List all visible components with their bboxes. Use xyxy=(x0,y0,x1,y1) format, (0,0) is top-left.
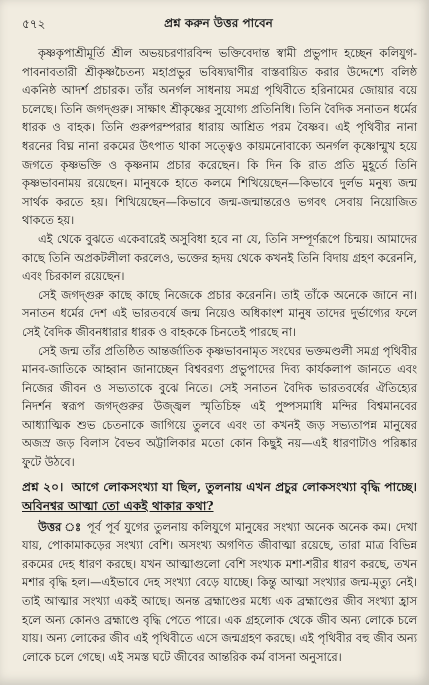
answer-text: পূর্ব পূর্ব যুগের তুলনায় কলিযুগে মানুষের সংখ্যা অনেক অনেক কম। দেখা যায়, পোকামাকড়ের সংখ্যা বেশি। অসংখ্য অগণিত জীবাত্মা রয়েছে, তারা মাত্র বিভিন্ন রকমের দেহ ধারণ করছে। যখন আত্মাগুলো বেশি সংখ্যক মশা-শরীর ধারণ করছে, তখন মশার বৃদ্ধি হল।—এইভাবে দেহ সংখ্যা বেড়ে যাচ্ছে। কিন্তু আত্মা সংখ্যার জন্ম-মৃত্যু নেই। তাই আত্মার সংখ্যা একই আছে। অনন্ত ব্রহ্মাণ্ডের মধ্যে এক ব্রহ্মাণ্ডের জীব সংখ্যা হ্রাস হলে অন্য কোনও ব্রহ্মাণ্ডে বৃদ্ধি পেতে পারে। এক গ্রহলোক থেকে জীব অন্য লোকে চলে যায়। অন্য লোকের জীব এই পৃথিবীতে এসে জন্মগ্রহণ করছে। এই পৃথিবীর বহু জীব অন্য লোকে চলে গেছে। এই সমস্ত ঘটে জীবের আন্তরিক কর্ম বাসনা অনুসারে। xyxy=(22,519,417,664)
question-text-underlined: অবিনশ্বর আত্মা তো একই থাকার কথা? xyxy=(22,498,214,513)
paragraph: কৃষ্ণকৃপাশ্রীমূর্তি শ্রীল অভয়চরণারবিন্দ ভক্তিবেদান্ত স্বামী প্রভুপাদ হচ্ছেন কলিযুগ-পাবনাবতারী শ্রীকৃষ্ণচৈতন্য মহাপ্রভুর ভবিষ্যদ্বাণীর বাস্তবায়িত করার উদ্দেশ্যে বলিষ্ঠ একনিষ্ঠ আদর্শ প্রচারক। তাঁর অনর্গল সাধনায় সমগ্র পৃথিবীতে হরিনামের জোয়ার বয়ে চলেছে। তিনি জগদ্গুরু। সাক্ষাৎ শ্রীকৃষ্ণের সুযোগ্য প্রতিনিধি। তিনি বৈদিক সনাতন ধর্মের ধারক ও বাহক। তিনি গুরুপরম্পরার ধারায় আশ্রিত পরম বৈষ্ণব। এই পৃথিবীর নানা ধরনের বিঘ্ন নানা রকমের উৎপাত থাকা সত্ত্বেও কায়মনোবাক্যে অনর্গল কৃষ্ণোন্মুখ হয়ে জগতে কৃষ্ণভক্তি ও কৃষ্ণনাম প্রচার করেছেন। কি দিন কি রাত প্রতি মুহূর্তে তিনি কৃষ্ণভাবনাময় রয়েছেন। মানুষকে হাতে কলমে শিখিয়েছেন—কিভাবে দুর্লভ মনুষ্য জন্ম সার্থক করতে হয়। শিখিয়েছেন—কিভাবে জন্ম-জন্মান্তরেও ভগবৎ সেবায় নিয়োজিত থাকতে হয়। xyxy=(22,46,417,228)
paragraph: এই থেকে বুঝতে একেবারেই অসুবিধা হবে না যে, তিনি সম্পূর্ণরূপে চিন্ময়। আমাদের কাছে তিনি অপ্রকটলীলা করলেও, ভক্তের হৃদয় থেকে কখনই তিনি বিদায় গ্রহণ করেননি, এবং চিরকাল রয়েছেন। xyxy=(22,231,417,284)
question-text: আগে লোকসংখ্যা যা ছিল, তুলনায় এখন প্রচুর লোকসংখ্যা বৃদ্ধি পাচ্ছে। xyxy=(71,479,418,494)
page-header xyxy=(22,14,415,36)
answer-block xyxy=(22,518,417,667)
answer-label: উত্তর ঃ xyxy=(37,519,83,534)
page-number: ৫৭২ xyxy=(22,17,46,31)
question-block xyxy=(22,478,417,516)
running-title: প্রশ্ন করুন উত্তর পাবেন xyxy=(164,16,273,30)
page-content xyxy=(22,44,417,666)
question-label: প্রশ্ন ২০। xyxy=(22,479,64,494)
paragraph: সেই জগদ্গুরু কাছে কাছে নিজেকে প্রচার করেননি। তাই তাঁকে অনেকে জানে না। সনাতন ধর্মের দেশ এই ভারতবর্ষে জন্ম নিয়েও অধিকাংশ মানুষ তাদের দুর্ভাগ্যের ফলে সেই বৈদিক জীবনধারার ধারক ও বাহককে চিনতেই পারছে না। xyxy=(22,287,417,339)
paragraph: সেই জন্ম তাঁর প্রতিষ্ঠিত আন্তর্জাতিক কৃষ্ণভাবনামৃত সংঘের ভক্তমণ্ডলী সমগ্র পৃথিবীর মানব-জাতিকে আহ্বান জানাচ্ছেন বিশ্ববরণ্য প্রভুপাদের দিব্য কার্যকলাপ জানতে এবং নিজের জীবন ও সভ্যতাকে বুঝে নিতে। সেই সনাতন বৈদিক ভারতবর্ষের ঐতিহ্যের নিদর্শন স্বরূপ জগদ্গুরুর উজ্জ্বল স্মৃতিচিহ্ন এই পুষ্পসমাধি মন্দির বিশ্বমানবের আধ্যাত্মিক শুভ চেতনাকে জাগিয়ে তুলবে এবং তা কখনই জড় সভ্যতাপন্ন মানুষের অজস্র জড় বিলাস বৈভব অট্টালিকার মতো কোন কিছুই নয়—এই ধারণাটাও পরিষ্কার ফুটে উঠবে। xyxy=(22,343,417,470)
